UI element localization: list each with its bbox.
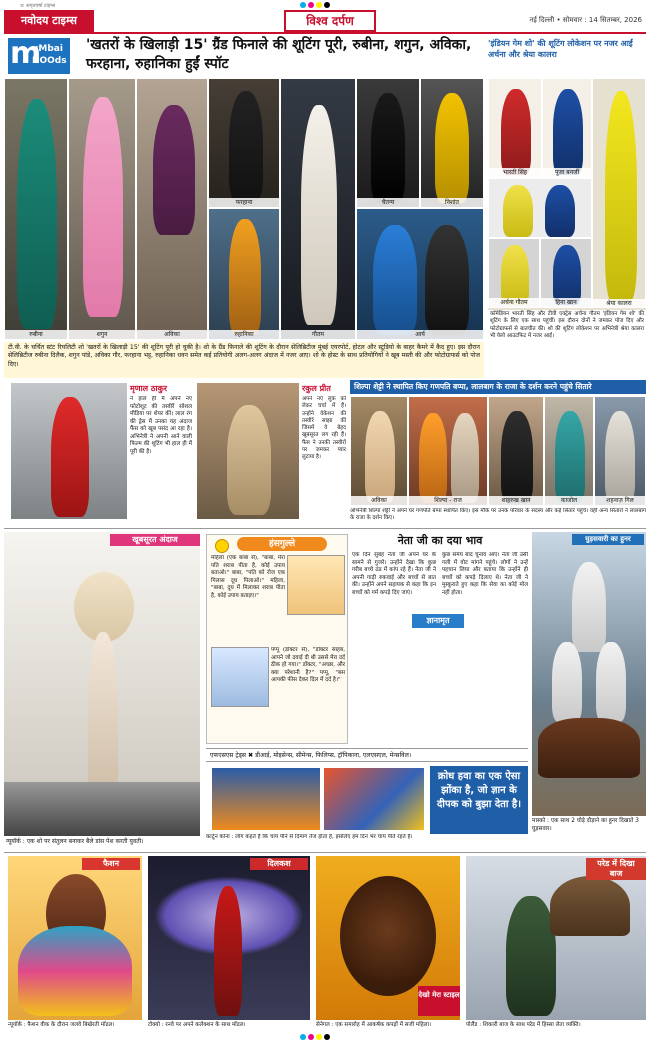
caption-farhana: फरहाना	[209, 198, 279, 208]
gyanamrit-label: ज्ञानामृत	[412, 614, 464, 628]
ticker-bar: एफएसएस ट्रेड्स ✖ डीआई, मोइसेन्स, सीमेन्स, फिलिप्स, ट्रॉपिकाना, एलएसएल, मेन्सविल।	[206, 748, 528, 762]
photo-archana-group	[488, 178, 592, 238]
smiley-icon	[215, 539, 229, 553]
khoobsurat-caption: न्यूयॉर्क : एक शो पर संतुलन बनाकर बैले डांस पेश करती युवती।	[6, 838, 144, 845]
ghudsawari-tag: घुड़सवारी का हुनर	[572, 534, 644, 545]
mumbai-doods-badge	[8, 38, 70, 74]
caption-hina: हिना खान	[541, 298, 591, 308]
caption-rubina: रुबीना	[5, 330, 67, 340]
hansgulle-joke2: पप्पू (डॉक्टर से), "डॉक्टर साहब, आपने जो दवाई दी थी उससे मेरा दर्द ठीक हो गया।" डॉक्टर, "अच्छा, और क्या परेशानी है?" पप्पू, "बस आपकी फीस देकर दिल में दर्द है।"	[271, 647, 345, 684]
neta-ji-col2: कुछ समय बाद चुनाव आए। नेता जी उसी गली में वोट मांगने पहुंचे। लोगों ने उन्हें पहचान लिया और बताया कि उन्होंने ही बच्चों को कपड़े दिलाए थे। नेता जी ने मुस्कुराते हुए कहा कि सेवा का कोई मोल नहीं होता।	[442, 552, 528, 596]
fashion-caption: न्यूयॉर्क : फैशन वीक के दौरान जलवे बिखेरती मॉडल।	[8, 1022, 115, 1028]
main-story-body: टी.वी. के चर्चित स्टंट रियलिटी शो 'खतरों के खिलाड़ी 15' की शूटिंग पूरी हो चुकी है। शो के ग्रैंड फिनाले की शूटिंग के दौरान सेलिब्रिटीज मुंबई एयरपोर्ट, होटल और स्टूडियो के बाहर कैमरे में कैद हुए। इस दौरान सेलिब्रिटीज रुबीना दिलैक, शगुन पांडे, अविका गौर, फरहाना भट्ट, रुहानिका धवन समेत कई प्रतियोगी अलग-अलग अंदाज में नजर आए। शो के होस्ट के साथ प्रतियोगियों ने खूब मस्ती की और फोटोग्राफर्स को पोज दिए।	[4, 342, 484, 378]
caption-ganpati-5: शहनाज़ गिल	[595, 496, 645, 506]
scream-painting	[324, 768, 424, 830]
game-show-headline: 'इंडियन गेम शो' की शूटिंग लोकेशन पर नजर आईं अर्चना और श्रेया कालरा	[488, 39, 633, 59]
photo-shreya	[592, 78, 646, 308]
neta-ji-title: नेता जी का दया भाव	[397, 534, 483, 547]
main-photo-collage	[4, 78, 484, 340]
caption-archana: अर्चना गौतम	[489, 298, 539, 308]
mrunal-title: मृणाल ठाकुर	[130, 384, 167, 393]
caption-arya: आर्य	[357, 330, 483, 340]
photo-ganpati-2	[408, 396, 488, 506]
cartoon-doctor	[211, 647, 269, 707]
registration-marks-bottom	[300, 1034, 360, 1040]
photo-rakul	[196, 382, 300, 520]
badge-letter: m	[10, 36, 42, 71]
section-title: विश्व दर्पण	[284, 10, 376, 32]
rakul-title: रकुल प्रीत	[302, 384, 331, 393]
photo-horse-riders	[532, 532, 646, 816]
caption-shreya: श्रेया कालरा	[592, 299, 646, 309]
pared-caption: पोलैंड : शिकारी बाज के साथ परेड में हिस्सा लेता व्यक्ति।	[466, 1022, 581, 1028]
photo-mrunal	[10, 382, 128, 520]
dekho-mera-caption: सेनेगल : एक समारोह में आकर्षक कपड़ों में सजी महिला।	[316, 1022, 432, 1028]
photo-farhana	[208, 78, 280, 208]
photo-hina	[540, 238, 592, 308]
cartoon-baba	[287, 555, 345, 615]
main-headline: 'खतरों के खिलाड़ी 15' ग्रैंड फिनाले की शूटिंग पूरी, रुबीना, शगुन, अविका, फरहाना, रुहानिका हुईं स्पॉट	[86, 37, 472, 72]
hansgulle-title: हंसगुल्ले	[237, 537, 327, 551]
neta-ji-col1: एक दिन सुबह नेता जी अपने घर के सामने से गुजरे। उन्होंने देखा कि कुछ गरीब बच्चे ठंड में कांप रहे हैं। नेता जी ने अपनी गाड़ी रुकवाई और बच्चों से बात की। उन्होंने अपने सहायक से कहा कि इन बच्चों को गर्म कपड़े दिए जाएं।	[352, 552, 436, 596]
caption-ganpati-2: शिल्पा - राज	[409, 496, 487, 506]
photo-bharti	[488, 78, 542, 178]
caption-ruhanika: रुहानिका	[209, 330, 279, 340]
caption-bharti: भारती सिंह	[489, 168, 541, 178]
caption-chaitanya: चैतन्य	[357, 198, 419, 208]
photo-avika	[136, 78, 208, 340]
badge-line1: uMbai	[32, 44, 63, 54]
ganpati-headline: शिल्पा शेट्टी ने स्थापित किए गणपति बप्पा, लालबाग के राजा के दर्शन करने पहुंचे सितारे	[350, 380, 646, 394]
ghudsawari-caption: मास्को : एक साथ 2 घोड़े दौड़ाने का हुनर दिखाते 3 घुड़सवार।	[532, 818, 639, 832]
masthead-bar	[4, 10, 646, 34]
caption-shagun: शगुन	[69, 330, 135, 340]
caption-pooja: पूजा बनर्जी	[543, 168, 591, 178]
registration-marks-top	[300, 2, 360, 8]
quote-box: क्रोध हवा का एक ऐसा झोंका है, जो ज्ञान के दीपक को बुझा देता है।	[430, 766, 528, 834]
photo-nishant	[420, 78, 484, 208]
photo-shagun	[68, 78, 136, 340]
row-separator	[4, 528, 646, 529]
game-show-collage	[488, 78, 646, 340]
ganpati-photos	[350, 396, 646, 506]
dilkash-tag: दिलकश	[250, 858, 308, 870]
photo-ganpati-5	[594, 396, 646, 506]
caption-ganpati-4: काजोल	[545, 496, 593, 506]
caption-gautam: गौतम	[281, 330, 355, 340]
cartoon-panel-1	[212, 768, 320, 830]
newspaper-logo: नवोदय टाइम्स	[4, 10, 94, 32]
photo-ganpati-4	[544, 396, 594, 506]
masthead-fine-print: ≡ अमृतवर्षा टाइम्स	[20, 3, 56, 9]
photo-gautam	[280, 78, 356, 340]
photo-archana	[488, 238, 540, 308]
rakul-body: अपने नए लुक को लेकर चर्चा में हैं। उन्होंने वेकेशन की तस्वीरें साझा कीं जिसमें वे बेहद खूबसूरत लग रही हैं। फैंस ने उनकी तस्वीरों पर जमकर प्यार लुटाया है।	[302, 396, 346, 461]
ganpati-body: अभिनेत्री शिल्पा शेट्टी ने अपने घर गणपति बप्पा स्थापित किए। इस मौके पर उनके परिवार के सदस्य और कई सितारे पहुंचे। वहीं अन्य सितारों ने लालबाग के राजा के दर्शन किए।	[350, 508, 646, 522]
caption-nishant: निशांत	[421, 198, 483, 208]
photo-pooja	[542, 78, 592, 178]
photo-dilkash	[148, 856, 310, 1020]
dateline: नई दिल्ली • सोमवार : 14 सितम्बर, 2026	[529, 16, 642, 24]
pared-tag: परेड में दिखा बाज	[586, 858, 646, 880]
photo-ruhanika	[208, 208, 280, 340]
neta-ji-box	[352, 534, 528, 744]
fashion-tag: फैशन	[82, 858, 140, 870]
photo-falcon	[466, 856, 646, 1020]
badge-line2: DOOds	[32, 56, 67, 66]
mrunal-body: ने हाल ही में अपने नए फोटोशूट की तस्वीरें सोशल मीडिया पर शेयर कीं। लाल रंग की ड्रेस में उनका यह अंदाज फैंस को खूब पसंद आ रहा है। अभिनेत्री ने अपनी आने वाली फिल्म की शूटिंग भी हाल ही में पूरी की है।	[130, 396, 192, 455]
photo-ganpati-1	[350, 396, 408, 506]
caption-ganpati-1: अविका	[351, 496, 407, 506]
photo-fashion	[8, 856, 142, 1020]
caption-avika: अविका	[137, 330, 207, 340]
hansgulle-joke1: महिला (एक बाबा से), "बाबा, मेरा पति शराब पीता है, कोई उपाय बताओ।" बाबा, "पति को रोज एक गिलास दूध पिलाओ।" महिला, "बाबा, दूध में मिलाकर शराब पीता है, कोई उपाय बताइए।"	[211, 555, 285, 599]
footnote: कार्टून कोना : लोग कहते हैं कि चाय पीने से दिमाग तेज होता है, इसलिए हम दिन भर चाय पीते रहते हैं।	[206, 834, 413, 840]
hansgulle-box	[206, 534, 348, 744]
khoobsurat-tag: खूबसूरत अंदाज	[110, 534, 200, 546]
caption-ganpati-3: शाहरुख खान	[489, 496, 543, 506]
photo-ganpati-3	[488, 396, 544, 506]
game-show-body: कॉमेडियन भारती सिंह और टीवी एक्ट्रेस अर्चना गौतम 'इंडियन गेम शो' की शूटिंग के लिए एक साथ पहुंचीं। इस दौरान दोनों ने जमकर पोज दिए और फोटोग्राफर्स से बातचीत की। शो की शूटिंग लोकेशन पर अभिनेत्री श्रेया कालरा भी येलो आउटफिट में नजर आईं।	[490, 311, 644, 339]
photo-ballet	[4, 532, 200, 836]
photo-chaitanya	[356, 78, 420, 208]
row-separator-2	[4, 852, 646, 853]
photo-rubina	[4, 78, 68, 340]
dekho-mera-tag: देखो मेरा स्टाइल	[418, 986, 460, 1016]
dilkash-caption: टोक्यो : रनवे पर अपने कलेक्शन के साथ मॉडल।	[148, 1022, 246, 1028]
photo-arya	[356, 208, 484, 340]
